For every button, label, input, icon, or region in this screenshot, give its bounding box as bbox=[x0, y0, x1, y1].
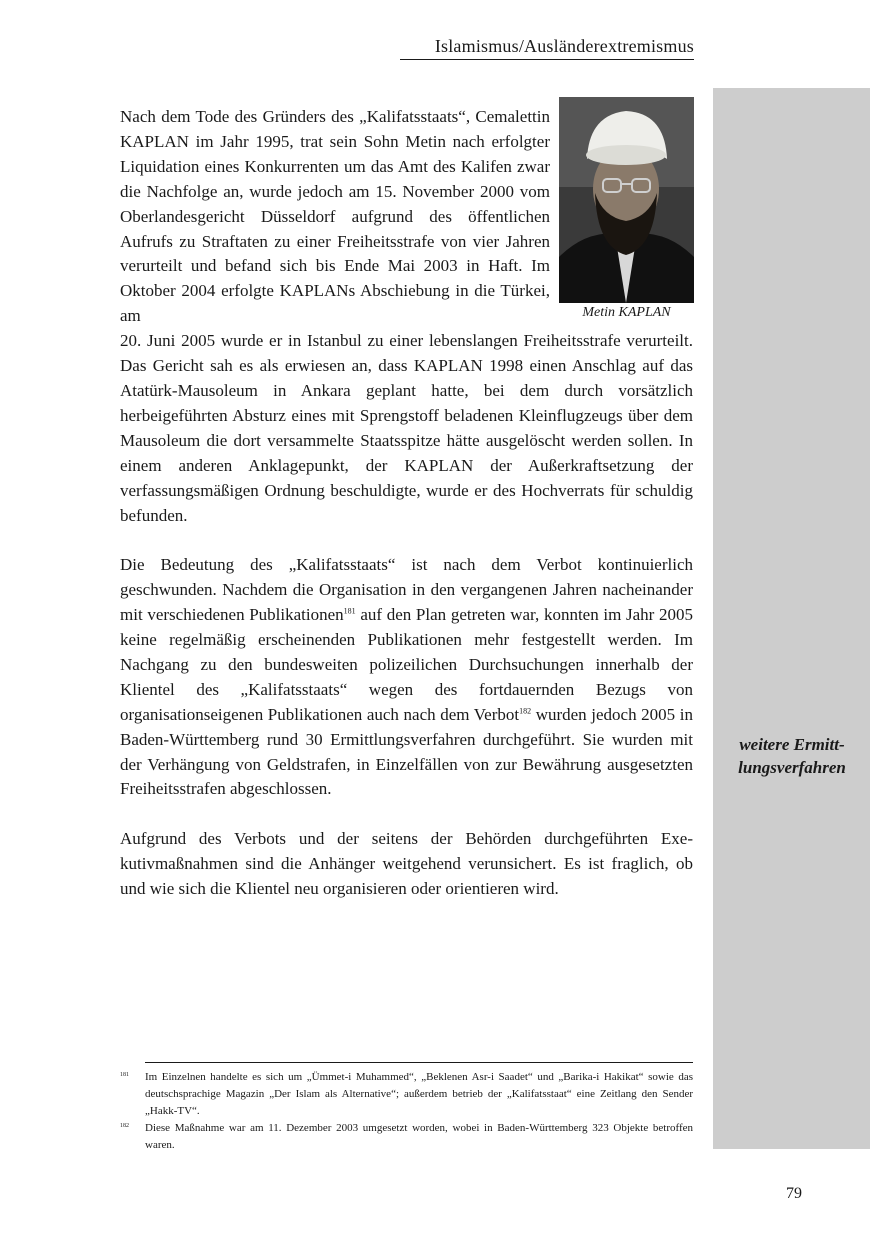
header-rule bbox=[400, 59, 694, 60]
footnote-number: 182 bbox=[120, 1123, 129, 1129]
photo-caption: Metin KAPLAN bbox=[582, 305, 671, 320]
footnote-rule bbox=[145, 1062, 693, 1063]
footnote-number: 181 bbox=[120, 1072, 129, 1078]
page-number: 79 bbox=[786, 1185, 802, 1202]
paragraph-2 bbox=[120, 553, 693, 802]
footnote-text: Im Einzelnen handelte es sich um „Ümmet-i Muhammed“, „Beklenen Asr-i Saadet“ und „Barika-i Hakikat“ sowie das deutschsprachige Magazin „Der Islam als Alternative“; außerdem betrieb der „Kalifatsstaat“ eine Zeitlang den Sender „Hakk-TV“. bbox=[145, 1071, 693, 1117]
margin-sidebar bbox=[713, 88, 870, 1149]
margin-note: weitere Ermitt- lungsverfahren bbox=[738, 735, 846, 777]
footnote-181 bbox=[120, 1069, 693, 1120]
footnote-182 bbox=[120, 1120, 693, 1154]
footnote-ref-181[interactable]: 181 bbox=[343, 606, 356, 616]
paragraph-3: Aufgrund des Verbots und der seitens der Behörden durchgeführten Exekutivmaßnahmen sind die Anhänger weitgehend verunsichert. Es ist fraglich, ob und wie sich die Klientel neu organisieren oder orientieren wird. bbox=[120, 829, 693, 899]
footnotes bbox=[120, 1069, 693, 1154]
paragraph-2-part-b: auf den Plan getreten war, konnten im Jahr 2005 keine regelmäßig erscheinenden Publikationen mehr festgestellt werden. Im Nachgang zu den bundesweiten polizeilichen Durchsuchungen innerhalb der Klientel des „Kalifatsstaats“ wegen des fortdauernden Bezugs von organisationseigenen Publikationen auch nach dem Verbot bbox=[120, 605, 693, 724]
paragraph-1-top: Nach dem Tode des Gründers des „Kalifatsstaats“, Cemalettin KAPLAN im Jahr 1995, trat sein Sohn Metin nach erfolgter Liquidation eines Konkurrenten um das Amt des Kalifen zwar die Nachfolge an, wurde jedoch am 15. November 2000 vom Oberlandesgericht Düsseldorf aufgrund des öffentlichen Aufrufs zu Straftaten zu einer Freiheitsstrafe von vier Jahren verurteilt und befand sich bis Ende Mai 2003 in Haft. Im Oktober 2004 erfolgte KAPLANs Abschiebung in die Türkei, am bbox=[120, 107, 550, 326]
paragraph-1 bbox=[120, 105, 693, 528]
footnote-ref-182[interactable]: 182 bbox=[519, 706, 532, 716]
paragraph-2-part-a: Die Bedeutung des „Kalifatsstaats“ ist nach dem Verbot kontinuierlich geschwunden. Nachdem die Organisation in den vergangenen Jahren nacheinander mit verschiedenen Publikationen bbox=[120, 555, 693, 625]
paragraph-2-part-c: wurden jedoch 2005 in Baden-Württemberg rund 30 Ermittlungsverfahren durchgeführt. Sie wurden mit der Verhängung von Geldstrafen, in Einzelfällen von zur Bewährung ausgesetzten Freiheitsstrafen abgeschlossen. bbox=[120, 704, 693, 799]
running-header: Islamismus/Ausländerextremismus bbox=[434, 36, 694, 56]
paragraph-1-rest: 20. Juni 2005 wurde er in Istanbul zu einer lebenslangen Freiheitsstrafe verurteilt. Das Gericht sah es als erwiesen an, dass KAPLAN 1998 einen Anschlag auf das Atatürk-Mausoleum in Ankara geplant hatte, bei dem durch vorsätzlich herbeigeführten Absturz eines mit Sprengstoff beladenen Kleinflugzeugs über dem Mausoleum die dort versammelte Staatsspitze hätte ausgelöscht werden sollen. In einem anderen Anklagepunkt, der KAPLAN der Außerkraftsetzung der verfassungsmäßigen Ordnung beschuldigte, wurde er des Hochverrats für schuldig befunden. bbox=[120, 331, 693, 525]
body-text bbox=[120, 105, 693, 927]
footnote-text: Diese Maßnahme war am 11. Dezember 2003 umgesetzt worden, wobei in Baden-Württemberg 323 Objekte betroffen waren. bbox=[145, 1122, 693, 1151]
